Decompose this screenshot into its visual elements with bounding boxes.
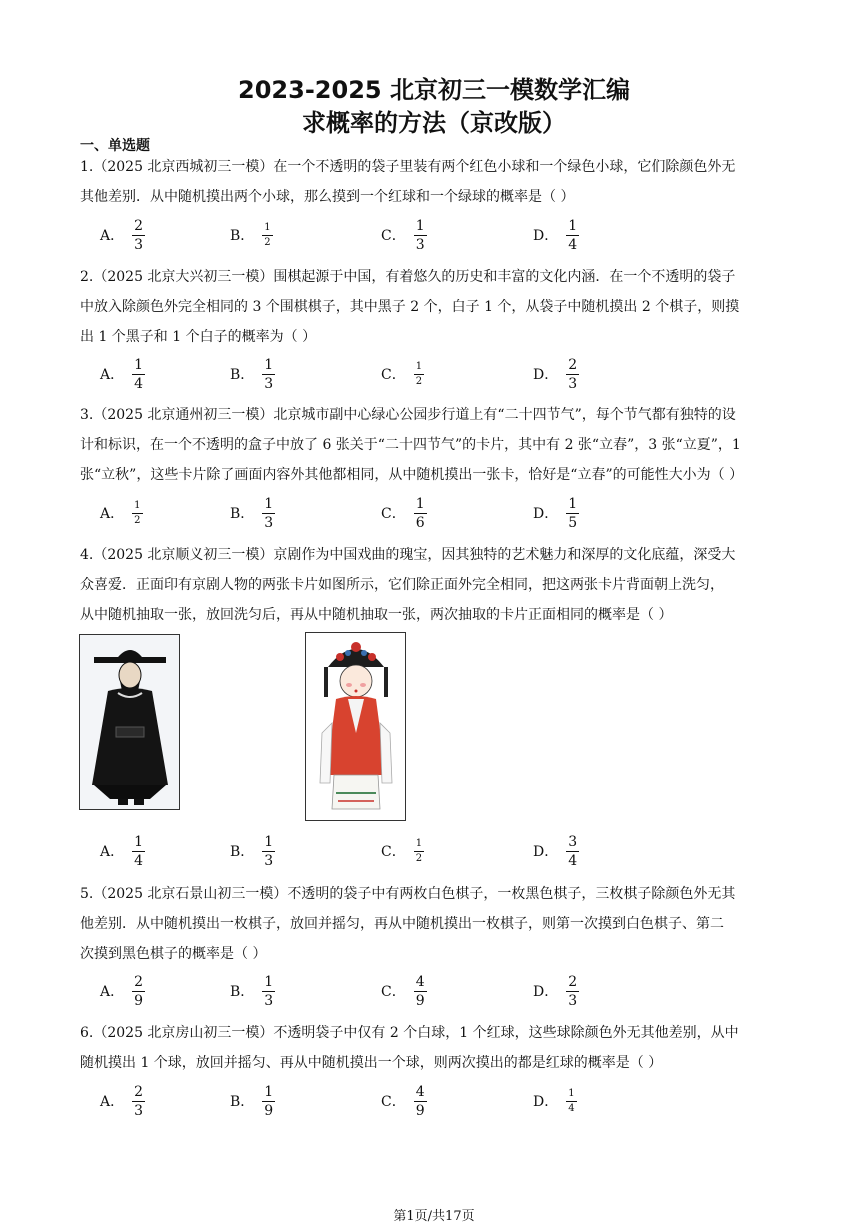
question-6-options [0,1081,868,1121]
question-4-options [0,831,868,871]
fraction [262,1085,275,1118]
denominator: 3 [134,236,144,253]
option-d[interactable] [533,831,579,871]
fraction [262,223,272,248]
option-c[interactable] [381,493,427,533]
option-a[interactable] [100,1081,145,1121]
option-letter: A． [100,506,125,522]
option-b[interactable] [230,831,275,871]
denominator: 2 [415,375,423,387]
option-c[interactable] [381,215,427,255]
numerator: 3 [568,833,578,850]
denominator: 3 [264,514,274,531]
numerator: 1 [568,1087,575,1099]
option-letter: A． [100,984,125,1000]
option-b[interactable] [230,971,275,1011]
fraction [414,975,427,1008]
document-title: 2023-2025 北京初三一模数学汇编 [238,76,630,104]
fraction [566,835,579,868]
question-2-options [0,354,868,394]
numerator: 1 [264,833,274,850]
option-letter: B． [230,506,255,522]
denominator: 3 [415,236,425,253]
fraction [566,358,579,391]
option-d[interactable] [533,1081,577,1121]
fraction [414,497,427,530]
question-3-line-1: 3.（2025 北京通州初三一模）北京城市副中心绿心公园步行道上有“二十四节气”，每个节气都有独特的设 [80,407,736,423]
numerator: 1 [264,495,274,512]
option-letter: A． [100,228,125,244]
option-letter: B． [230,228,255,244]
numerator: 1 [415,217,425,234]
question-4-line-3: 从中随机抽取一张，放回洗匀后，再从中随机抽取一张，两次抽取的卡片正面相同的概率是（ ） [80,607,673,623]
option-b[interactable] [230,493,275,533]
numerator: 2 [134,217,144,234]
fraction [132,1085,145,1118]
numerator: 1 [415,837,423,849]
denominator: 3 [264,375,274,392]
document-subtitle: 求概率的方法（京改版） [302,109,566,137]
option-letter: D． [533,367,559,383]
numerator: 1 [134,833,144,850]
option-d[interactable] [533,215,579,255]
fraction [414,1085,427,1118]
question-1-options [0,215,868,255]
denominator: 4 [134,375,144,392]
option-a[interactable] [100,971,145,1011]
option-letter: D． [533,844,559,860]
denominator: 2 [415,852,423,864]
option-b[interactable] [230,1081,275,1121]
denominator: 3 [568,375,578,392]
question-6-line-2: 随机摸出 1 个球，放回并摇匀、再从中随机摸出一个球，则两次摸出的都是红球的概率是（ ） [80,1055,663,1071]
fraction [132,358,145,391]
numerator: 1 [568,495,578,512]
fraction [262,835,275,868]
option-letter: C． [381,228,406,244]
option-letter: B． [230,1094,255,1110]
numerator: 4 [415,1083,425,1100]
numerator: 1 [134,356,144,373]
question-3-line-3: 张“立秋”，这些卡片除了画面内容外其他都相同，从中随机摸出一张卡，恰好是“立春”的可能性大小为（ ） [80,467,744,483]
option-letter: C． [381,844,406,860]
option-a[interactable] [100,215,145,255]
option-letter: D． [533,506,559,522]
denominator: 2 [134,514,141,526]
question-5-options [0,971,868,1011]
fraction [566,1089,576,1114]
option-c[interactable] [381,831,424,871]
option-letter: A． [100,1094,125,1110]
option-letter: A． [100,367,125,383]
question-4-line-1: 4.（2025 北京顺义初三一模）京剧作为中国戏曲的瑰宝，因其独特的艺术魅力和深厚的文化底蕴，深受大 [80,547,736,563]
numerator: 1 [134,499,141,511]
numerator: 2 [134,973,144,990]
numerator: 2 [568,973,578,990]
fraction [566,975,579,1008]
numerator: 1 [264,221,271,233]
numerator: 2 [568,356,578,373]
fraction [566,497,579,530]
numerator: 1 [264,356,274,373]
fraction [414,219,427,252]
opera-card-dan-image [305,632,406,821]
fraction [414,839,424,864]
option-a[interactable] [100,354,145,394]
fraction [414,362,424,387]
option-letter: C． [381,367,406,383]
numerator: 1 [264,973,274,990]
option-b[interactable] [230,354,275,394]
section-heading: 一、单选题 [80,138,150,154]
denominator: 2 [264,236,271,248]
option-letter: C． [381,1094,406,1110]
numerator: 1 [415,360,423,372]
opera-dan-figure [306,633,405,820]
denominator: 3 [134,1102,144,1119]
denominator: 9 [415,1102,425,1119]
numerator: 1 [264,1083,274,1100]
option-letter: A． [100,844,125,860]
question-1-line-2: 其他差别．从中随机摸出两个小球，那么摸到一个红球和一个绿球的概率是（ ） [80,189,575,205]
option-letter: B． [230,844,255,860]
option-c[interactable] [381,354,424,394]
page-number: 第1页/共17页 [393,1209,475,1224]
option-letter: B． [230,984,255,1000]
denominator: 3 [264,852,274,869]
denominator: 6 [415,514,425,531]
option-a[interactable] [100,493,143,533]
question-2-line-2: 中放入除颜色外完全相同的 3 个围棋棋子，其中黑子 2 个，白子 1 个，从袋子中随机摸出 2 个棋子，则摸 [80,299,740,315]
option-b[interactable] [230,215,273,255]
numerator: 1 [568,217,578,234]
denominator: 4 [568,852,578,869]
fraction [132,219,145,252]
fraction [566,219,579,252]
denominator: 4 [134,852,144,869]
opera-official-figure [80,635,179,809]
option-d[interactable] [533,354,579,394]
opera-card-official-image [79,634,180,810]
numerator: 4 [415,973,425,990]
numerator: 1 [415,495,425,512]
fraction [262,975,275,1008]
option-d[interactable] [533,971,579,1011]
denominator: 9 [264,1102,274,1119]
question-1-line-1: 1.（2025 北京西城初三一模）在一个不透明的袋子里装有两个红色小球和一个绿色小球，它们除颜色外无 [80,159,736,175]
fraction [132,975,145,1008]
denominator: 3 [568,992,578,1009]
option-letter: D． [533,1094,559,1110]
option-c[interactable] [381,1081,427,1121]
denominator: 4 [568,236,578,253]
option-letter: D． [533,984,559,1000]
denominator: 9 [134,992,144,1009]
fraction [132,501,142,526]
question-5-line-3: 次摸到黑色棋子的概率是（ ） [80,946,267,962]
option-letter: D． [533,228,559,244]
question-5-line-1: 5.（2025 北京石景山初三一模）不透明的袋子中有两枚白色棋子，一枚黑色棋子，三枚棋子除颜色外无其 [80,886,736,902]
question-5-line-2: 他差别．从中随机摸出一枚棋子，放回并摇匀，再从中随机摸出一枚棋子，则第一次摸到白色棋子、第二 [80,916,724,932]
denominator: 5 [568,514,578,531]
option-letter: C． [381,506,406,522]
question-2-line-3: 出 1 个黑子和 1 个白子的概率为（ ） [80,329,317,345]
denominator: 3 [264,992,274,1009]
denominator: 9 [415,992,425,1009]
question-6-line-1: 6.（2025 北京房山初三一模）不透明袋子中仅有 2 个白球，1 个红球，这些球除颜色外无其他差别，从中 [80,1025,739,1041]
option-a[interactable] [100,831,145,871]
question-3-options [0,493,868,533]
fraction [132,835,145,868]
question-2-line-1: 2.（2025 北京大兴初三一模）围棋起源于中国，有着悠久的历史和丰富的文化内涵．在一个不透明的袋子 [80,269,736,285]
option-d[interactable] [533,493,579,533]
question-3-line-2: 计和标识，在一个不透明的盒子中放了 6 张关于“二十四节气”的卡片，其中有 2 张“立春”，3 张“立夏”，1 [80,437,741,453]
option-letter: B． [230,367,255,383]
question-4-line-2: 众喜爱．正面印有京剧人物的两张卡片如图所示，它们除正面外完全相同，把这两张卡片背面朝上洗匀， [80,577,724,593]
option-c[interactable] [381,971,427,1011]
numerator: 2 [134,1083,144,1100]
fraction [262,497,275,530]
option-letter: C． [381,984,406,1000]
denominator: 4 [568,1102,575,1114]
fraction [262,358,275,391]
